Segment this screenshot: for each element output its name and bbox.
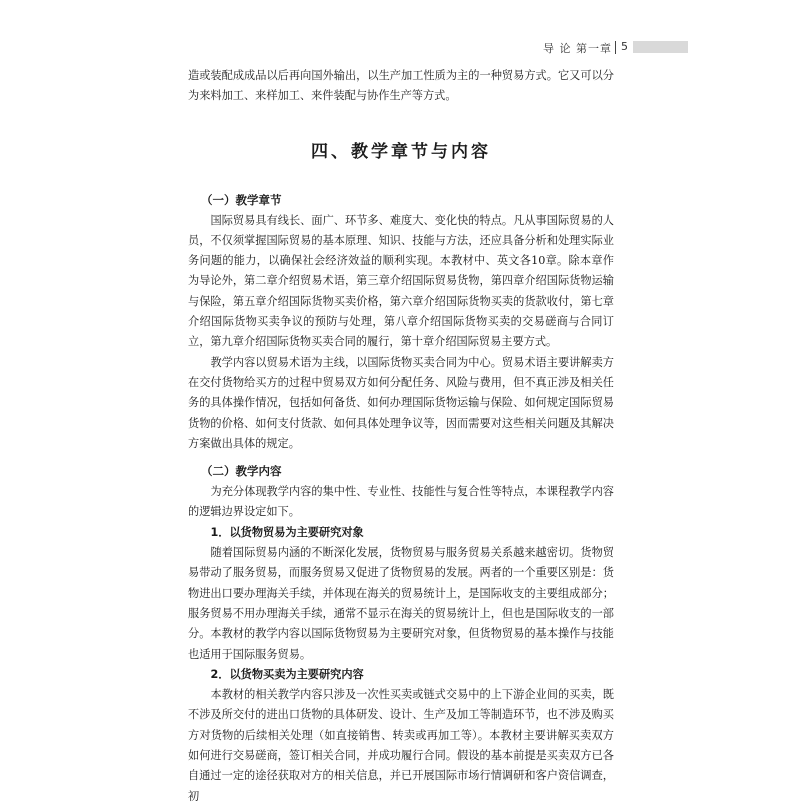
section-title: 四、教学章节与内容	[311, 141, 491, 162]
item-2-text: 本教材的相关教学内容只涉及一次性买卖或链式交易中的上下游企业间的买卖，既不涉及所交付的进出口货物的具体研发、设计、生产及加工等制造环节，也不涉及购买方对货物的后续相关处理（如直接销售、转卖或再加工等）。本教材主要讲解买卖双方如何进行交易磋商，签订相关合同，并成功履行合同。假设的基本前提是买卖双方已各自通过一定的途径获取对方的相关信息，并已开展国际市场行情调研和客户资信调查，初	[188, 688, 614, 803]
subsection-2-heading: （二）教学内容	[201, 464, 282, 479]
intro-paragraph: 造或装配成成品以后再向国外输出，以生产加工性质为主的一种贸易方式。它又可以分为来料加工、来样加工、来件装配与协作生产等方式。	[188, 69, 614, 103]
subsection-1-heading: （一）教学章节	[201, 192, 282, 207]
item-2-heading: 2．以货物买卖为主要研究内容	[210, 667, 364, 681]
subsection-1-paragraph-2: 教学内容以贸易术语为主线，以国际货物买卖合同为中心。贸易术语主要讲解卖方在交付货物给买方的过程中贸易双方如何分配任务、风险与费用，但不真正涉及相关任务的具体操作情况，包括如何备货、如何办理国际货物运输与保险、如何规定国际贸易货物的价格、如何支付货款、如何具体处理争议等，因而需要对这些相关问题及其解决方案做出具体的规定。	[188, 355, 614, 450]
subsection-1-paragraph-1: 国际贸易具有线长、面广、环节多、难度大、变化快的特点。凡从事国际贸易的人员，不仅须掌握国际贸易的基本原理、知识、技能与方法，还应具备分析和处理实际业务问题的能力，以确保社会经济效益的顺利实现。本教材中、英文各10章。除本章作为导论外，第二章介绍贸易术语，第三章介绍国际贸易货物，第四章介绍国际货物运输与保险，第五章介绍国际货物买卖价格，第六章介绍国际货物买卖的货款收付，第七章介绍国际货物买卖争议的预防与处理，第八章介绍国际货物买卖的交易磋商与合同订立，第九章介绍国际货物买卖合同的履行，第十章介绍国际贸易主要方式。	[188, 213, 614, 349]
page-body	[188, 66, 614, 807]
header-gray-bar	[633, 41, 688, 53]
running-title: 导 论 第一章	[543, 42, 612, 55]
running-header	[0, 38, 800, 58]
page-number: 5	[621, 40, 628, 53]
subsection-2-intro: 为充分体现教学内容的集中性、专业性、技能性与复合性等特点，本课程教学内容的逻辑边界设定如下。	[188, 485, 614, 519]
item-1-heading: 1．以货物贸易为主要研究对象	[210, 525, 364, 539]
header-divider	[615, 41, 616, 54]
item-1-text: 随着国际贸易内涵的不断深化发展，货物贸易与服务贸易关系越来越密切。货物贸易带动了服务贸易，而服务贸易又促进了货物贸易的发展。两者的一个重要区别是：货物进出口要办理海关手续，并体现在海关的贸易统计上，是国际收支的主要组成部分；服务贸易不用办理海关手续，通常不显示在海关的贸易统计上，但也是国际收支的一部分。本教材的教学内容以国际货物贸易为主要研究对象，但货物贸易的基本操作与技能也适用于国际服务贸易。	[188, 546, 614, 661]
